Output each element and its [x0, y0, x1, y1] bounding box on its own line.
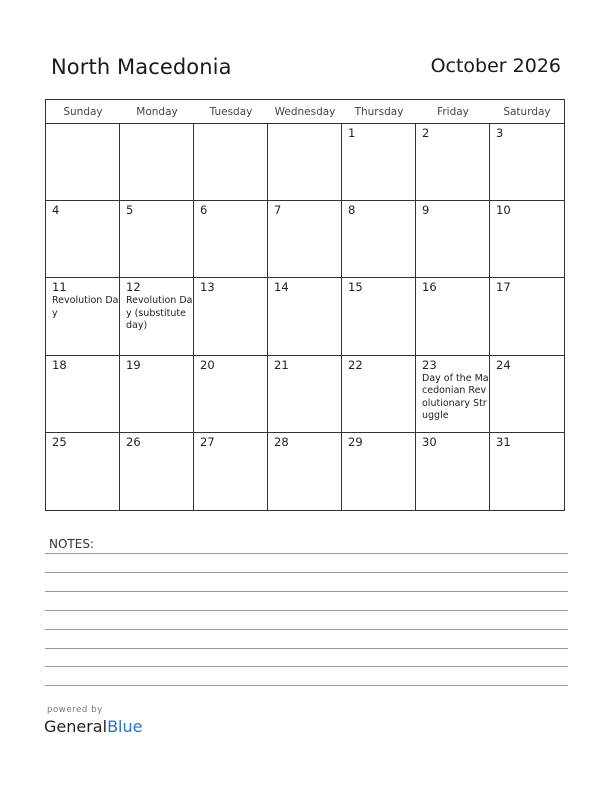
day-cell	[46, 356, 120, 433]
notes-label: NOTES:	[49, 537, 94, 551]
day-number: 23	[422, 357, 437, 372]
day-cell	[268, 201, 342, 278]
day-cell	[416, 201, 490, 278]
note-line	[45, 591, 568, 592]
day-number: 27	[200, 434, 215, 449]
weekday-header: Saturday	[490, 100, 564, 124]
day-cell	[268, 124, 342, 201]
day-number: 5	[126, 203, 134, 218]
day-cell	[342, 124, 416, 201]
day-cell	[342, 278, 416, 355]
day-number: 10	[496, 203, 511, 218]
day-number: 31	[496, 434, 511, 449]
day-number: 17	[496, 280, 511, 295]
day-cell	[120, 124, 194, 201]
powered-by-text: powered by	[47, 705, 103, 715]
month-year-title: October 2026	[430, 55, 561, 77]
note-line	[45, 610, 568, 611]
note-line	[45, 629, 568, 630]
day-number: 18	[52, 357, 67, 372]
note-line	[45, 572, 568, 573]
day-cell	[46, 124, 120, 201]
day-cell	[120, 433, 194, 510]
day-cell	[416, 278, 490, 355]
day-number: 30	[422, 434, 437, 449]
calendar-grid	[45, 99, 565, 511]
day-cell	[120, 356, 194, 433]
day-cell	[490, 124, 564, 201]
day-number: 1	[348, 126, 356, 140]
brand-general: General	[44, 717, 108, 736]
day-number: 25	[52, 434, 67, 449]
day-number: 2	[422, 126, 430, 140]
day-cell	[490, 433, 564, 510]
holiday-label: Day of the Macedonian Revolutionary Struggle	[422, 372, 489, 422]
brand-blue: Blue	[107, 717, 143, 736]
weekday-header: Sunday	[46, 100, 120, 124]
day-number: 9	[422, 203, 430, 218]
day-cell	[46, 201, 120, 278]
day-number: 22	[348, 357, 363, 372]
day-number: 8	[348, 203, 356, 218]
day-cell	[490, 278, 564, 355]
day-cell	[268, 433, 342, 510]
day-number: 21	[274, 357, 289, 372]
day-number: 6	[200, 203, 208, 218]
brand-logo	[44, 717, 142, 736]
day-cell	[120, 201, 194, 278]
day-cell	[46, 278, 120, 355]
day-number: 7	[274, 203, 282, 218]
day-number: 4	[52, 203, 60, 218]
day-cell	[268, 278, 342, 355]
country-title: North Macedonia	[51, 55, 232, 79]
day-number: 19	[126, 357, 141, 372]
day-number: 16	[422, 280, 437, 295]
day-cell	[490, 356, 564, 433]
day-cell	[194, 124, 268, 201]
weekday-header: Monday	[120, 100, 194, 124]
weekday-header: Thursday	[342, 100, 416, 124]
day-number: 3	[496, 126, 504, 140]
day-number: 20	[200, 357, 215, 372]
day-number: 14	[274, 280, 289, 295]
day-cell	[268, 356, 342, 433]
day-cell	[194, 201, 268, 278]
day-cell	[46, 433, 120, 510]
day-cell	[194, 433, 268, 510]
day-number: 12	[126, 280, 141, 295]
day-cell	[416, 433, 490, 510]
day-cell	[490, 201, 564, 278]
day-number: 15	[348, 280, 363, 295]
day-cell	[416, 356, 490, 433]
note-line	[45, 648, 568, 649]
day-cell	[194, 356, 268, 433]
day-cell	[342, 356, 416, 433]
day-number: 29	[348, 434, 363, 449]
note-line	[45, 553, 568, 554]
day-cell	[342, 433, 416, 510]
holiday-label: Revolution Day	[52, 295, 119, 319]
day-cell	[416, 124, 490, 201]
day-number: 26	[126, 434, 141, 449]
note-line	[45, 666, 568, 667]
weekday-header: Friday	[416, 100, 490, 124]
weekday-header: Tuesday	[194, 100, 268, 124]
day-number: 11	[52, 280, 67, 295]
day-number: 24	[496, 357, 511, 372]
weekday-header: Wednesday	[268, 100, 342, 124]
holiday-label: Revolution Day (substitute day)	[126, 295, 193, 332]
day-number: 13	[200, 280, 215, 295]
day-cell	[194, 278, 268, 355]
day-cell	[342, 201, 416, 278]
day-number: 28	[274, 434, 289, 449]
day-cell	[120, 278, 194, 355]
note-line	[45, 685, 568, 686]
